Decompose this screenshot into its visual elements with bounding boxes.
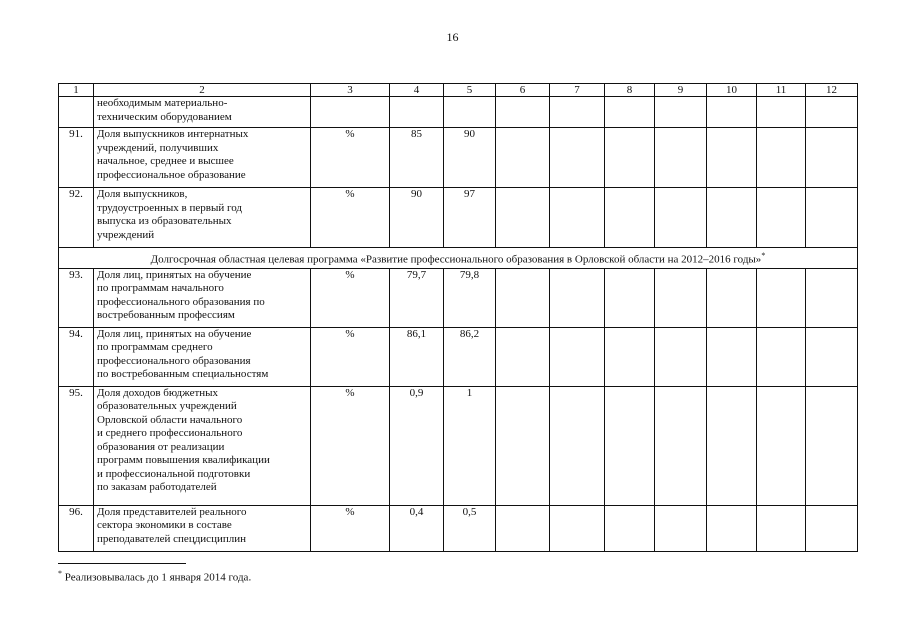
header-row <box>59 84 858 97</box>
table-row <box>59 327 858 386</box>
column-header: 4 <box>390 84 444 97</box>
footnote-divider <box>58 563 186 564</box>
indicator-cell: Доля лиц, принятых на обучение по программам начального профессионального образования по востребованным профессиям <box>94 268 311 327</box>
value-cell-4: 0,4 <box>390 505 444 551</box>
value-cell-4: 86,1 <box>390 327 444 386</box>
section-row <box>59 248 858 269</box>
column-header: 11 <box>757 84 806 97</box>
value-cell-5: 1 <box>444 386 496 505</box>
row-number <box>59 97 94 128</box>
indicator-cell: Доля представителей реального сектора экономики в составе преподавателей спецдисциплин <box>94 505 311 551</box>
table-row <box>59 268 858 327</box>
value-cell-5: 86,2 <box>444 327 496 386</box>
unit-cell: % <box>311 327 390 386</box>
table-row <box>59 188 858 248</box>
section-title <box>59 248 858 269</box>
column-header: 10 <box>707 84 757 97</box>
unit-cell: % <box>311 268 390 327</box>
column-header: 2 <box>94 84 311 97</box>
column-header: 6 <box>496 84 550 97</box>
indicator-cell: Доля выпускников, трудоустроенных в первый год выпуска из образовательных учреждений <box>94 188 311 248</box>
value-cell-5: 97 <box>444 188 496 248</box>
table-row <box>59 505 858 551</box>
footnote-mark: * <box>58 569 62 578</box>
unit-cell: % <box>311 128 390 188</box>
value-cell-4: 85 <box>390 128 444 188</box>
value-cell-4: 79,7 <box>390 268 444 327</box>
row-number: 92. <box>59 188 94 248</box>
row-number: 94. <box>59 327 94 386</box>
column-header: 12 <box>806 84 858 97</box>
footnote-text: Реализовывалась до 1 января 2014 года. <box>62 571 252 584</box>
row-number: 96. <box>59 505 94 551</box>
indicators-table <box>58 83 858 552</box>
unit-cell: % <box>311 386 390 505</box>
value-cell-4: 0,9 <box>390 386 444 505</box>
row-number: 91. <box>59 128 94 188</box>
column-header: 1 <box>59 84 94 97</box>
indicator-cell: необходимым материально- техническим оборудованием <box>94 97 311 128</box>
column-header: 9 <box>655 84 707 97</box>
footnote <box>58 569 251 584</box>
row-number: 95. <box>59 386 94 505</box>
table-row <box>59 97 858 128</box>
indicator-cell: Доля доходов бюджетных образовательных учреждений Орловской области начального и среднего профессионального образования от реализации программ повышения квалификации и профессиональной подготовки по заказам работодателей <box>94 386 311 505</box>
section-title-text: Долгосрочная областная целевая программа «Развитие профессионального образования в Орловской области на 2012–2016 годы» <box>150 253 762 266</box>
table-row <box>59 128 858 188</box>
column-header: 8 <box>605 84 655 97</box>
section-footnote-mark: * <box>761 251 766 260</box>
value-cell-5: 79,8 <box>444 268 496 327</box>
value-cell-4: 90 <box>390 188 444 248</box>
row-number: 93. <box>59 268 94 327</box>
value-cell-5: 90 <box>444 128 496 188</box>
unit-cell <box>311 97 390 128</box>
value-cell-5: 0,5 <box>444 505 496 551</box>
unit-cell: % <box>311 505 390 551</box>
indicator-cell: Доля лиц, принятых на обучение по программам среднего профессионального образования по востребованным специальностям <box>94 327 311 386</box>
value-cell-5 <box>444 97 496 128</box>
page-number: 16 <box>446 30 459 44</box>
table-row <box>59 386 858 505</box>
column-header: 5 <box>444 84 496 97</box>
column-header: 7 <box>550 84 605 97</box>
column-header: 3 <box>311 84 390 97</box>
unit-cell: % <box>311 188 390 248</box>
indicator-cell: Доля выпускников интернатных учреждений, получивших начальное, среднее и высшее профессиональное образование <box>94 128 311 188</box>
value-cell-4 <box>390 97 444 128</box>
